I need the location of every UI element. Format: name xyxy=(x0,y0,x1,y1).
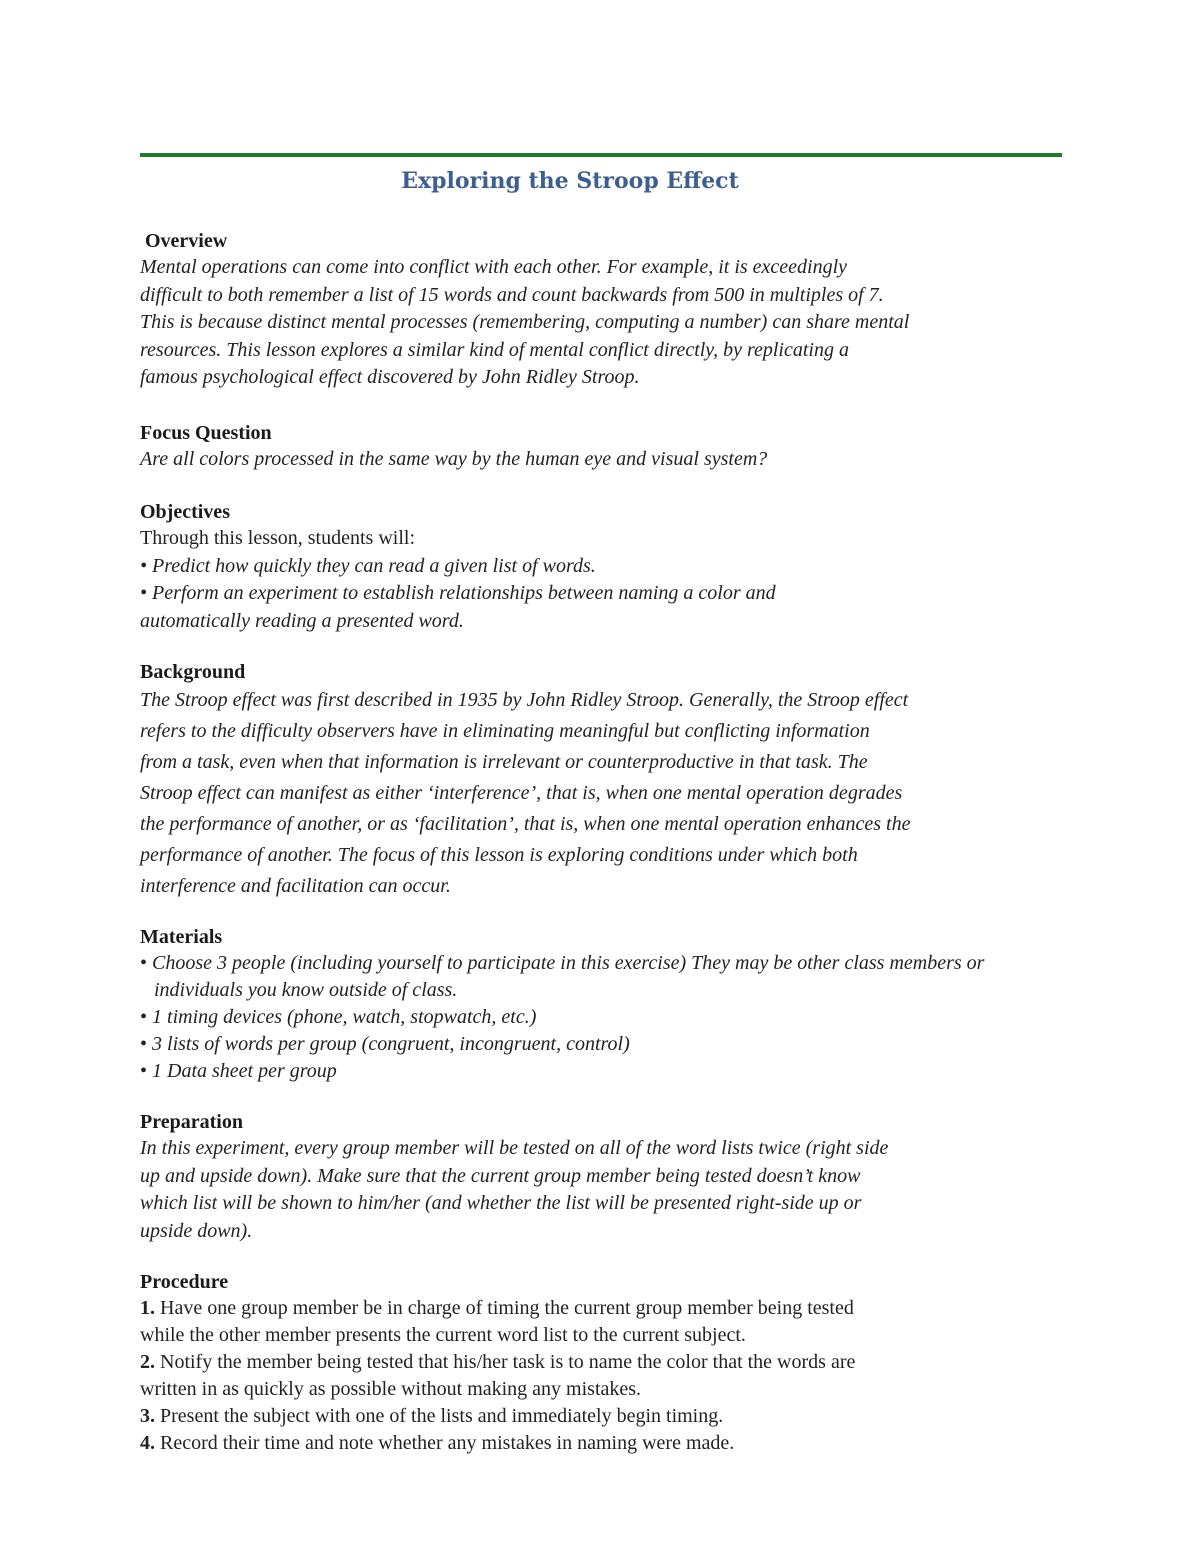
step-number: 3. xyxy=(140,1405,155,1427)
materials-heading: Materials xyxy=(140,926,223,948)
document-title: Exploring the Stroop Effect xyxy=(401,168,739,194)
objectives-heading: Objectives xyxy=(140,501,230,523)
objective-item: • Perform an experiment to establish relationships between naming a color and xyxy=(140,582,776,604)
overview-line: This is because distinct mental processes (remembering, computing a number) can share mental xyxy=(140,311,910,333)
overview-line: resources. This lesson explores a similar kind of mental conflict directly, by replicating a xyxy=(140,338,849,361)
bullet-icon: • xyxy=(140,1060,148,1082)
preparation-line: upside down). xyxy=(140,1219,253,1242)
focus-question-heading: Focus Question xyxy=(140,421,272,444)
focus-question-section xyxy=(140,420,1060,474)
materials-section xyxy=(140,924,1060,1085)
objectives-intro: Through this lesson, students will: xyxy=(140,527,415,549)
procedure-steps xyxy=(140,1295,1060,1457)
objectives-list xyxy=(140,553,1060,636)
overview-text xyxy=(140,254,1060,392)
materials-item-text: 1 Data sheet per group xyxy=(152,1060,337,1082)
preparation-heading: Preparation xyxy=(140,1111,243,1133)
materials-item-text: 3 lists of words per group (congruent, incongruent, control) xyxy=(152,1033,630,1055)
background-line: performance of another. The focus of this lesson is exploring conditions under which both xyxy=(140,844,858,866)
bullet-icon: • xyxy=(140,1006,148,1028)
materials-item xyxy=(140,950,1060,1004)
preparation-line: In this experiment, every group member will be tested on all of the word lists twice (right side xyxy=(140,1137,889,1159)
step-number: 1. xyxy=(140,1297,155,1319)
overview-heading: Overview xyxy=(145,230,228,252)
step-number: 2. xyxy=(140,1351,155,1373)
step-text: Record their time and note whether any mistakes in naming were made. xyxy=(160,1432,735,1454)
preparation-line: up and upside down). Make sure that the current group member being tested doesn’t know xyxy=(140,1164,861,1187)
focus-question-text: Are all colors processed in the same way by the human eye and visual system? xyxy=(140,447,768,470)
background-line: interference and facilitation can occur. xyxy=(140,875,451,897)
step-text: while the other member presents the current word list to the current subject. xyxy=(140,1324,746,1346)
procedure-section xyxy=(140,1269,1060,1457)
procedure-step xyxy=(140,1295,1060,1349)
procedure-step xyxy=(140,1403,1060,1430)
materials-item xyxy=(140,1058,1060,1085)
materials-list xyxy=(140,950,1060,1085)
header-rule xyxy=(140,153,1062,157)
materials-item xyxy=(140,1031,1060,1058)
preparation-text xyxy=(140,1135,1060,1245)
background-line: the performance of another, or as ‘facilitation’, that is, when one mental operation enhances the xyxy=(140,813,911,835)
bullet-icon: • xyxy=(140,1033,148,1055)
procedure-step xyxy=(140,1349,1060,1403)
materials-item-text: 1 timing devices (phone, watch, stopwatch, etc.) xyxy=(152,1006,537,1028)
background-line: from a task, even when that information is irrelevant or counterproductive in that task. The xyxy=(140,751,868,773)
overview-line: Mental operations can come into conflict with each other. For example, it is exceedingly xyxy=(140,256,848,278)
overview-line: difficult to both remember a list of 15 words and count backwards from 500 in multiples of 7. xyxy=(140,283,884,306)
background-line: The Stroop effect was first described in 1935 by John Ridley Stroop. Generally, the Stroop effect xyxy=(140,689,909,711)
preparation-line: which list will be shown to him/her (and whether the list will be presented right-side up or xyxy=(140,1192,862,1214)
procedure-step xyxy=(140,1430,1060,1457)
step-text: Present the subject with one of the lists and immediately begin timing. xyxy=(160,1405,724,1427)
background-text xyxy=(140,685,1060,902)
preparation-section xyxy=(140,1109,1060,1245)
procedure-heading: Procedure xyxy=(140,1271,229,1293)
step-text: written in as quickly as possible without making any mistakes. xyxy=(140,1378,642,1400)
bullet-icon: • xyxy=(140,952,148,974)
background-line: refers to the difficulty observers have in eliminating meaningful but conflicting information xyxy=(140,720,870,742)
background-section xyxy=(140,659,1060,902)
step-text: Have one group member be in charge of timing the current group member being tested xyxy=(160,1297,854,1319)
overview-section xyxy=(140,228,1060,392)
materials-item-text: Choose 3 people (including yourself to participate in this exercise) They may be other class members or individuals you know outside of class. xyxy=(152,952,985,1001)
document-body xyxy=(140,228,1060,1457)
objective-item: • Predict how quickly they can read a given list of words. xyxy=(140,554,596,577)
step-text: Notify the member being tested that his/her task is to name the color that the words are xyxy=(160,1351,856,1373)
step-number: 4. xyxy=(140,1432,155,1454)
background-heading: Background xyxy=(140,661,246,683)
background-line: Stroop effect can manifest as either ‘interference’, that is, when one mental operation degrades xyxy=(140,782,903,804)
materials-item xyxy=(140,1004,1060,1031)
overview-line: famous psychological effect discovered by John Ridley Stroop. xyxy=(140,366,640,388)
objectives-section xyxy=(140,499,1060,635)
objective-item: automatically reading a presented word. xyxy=(140,609,464,632)
